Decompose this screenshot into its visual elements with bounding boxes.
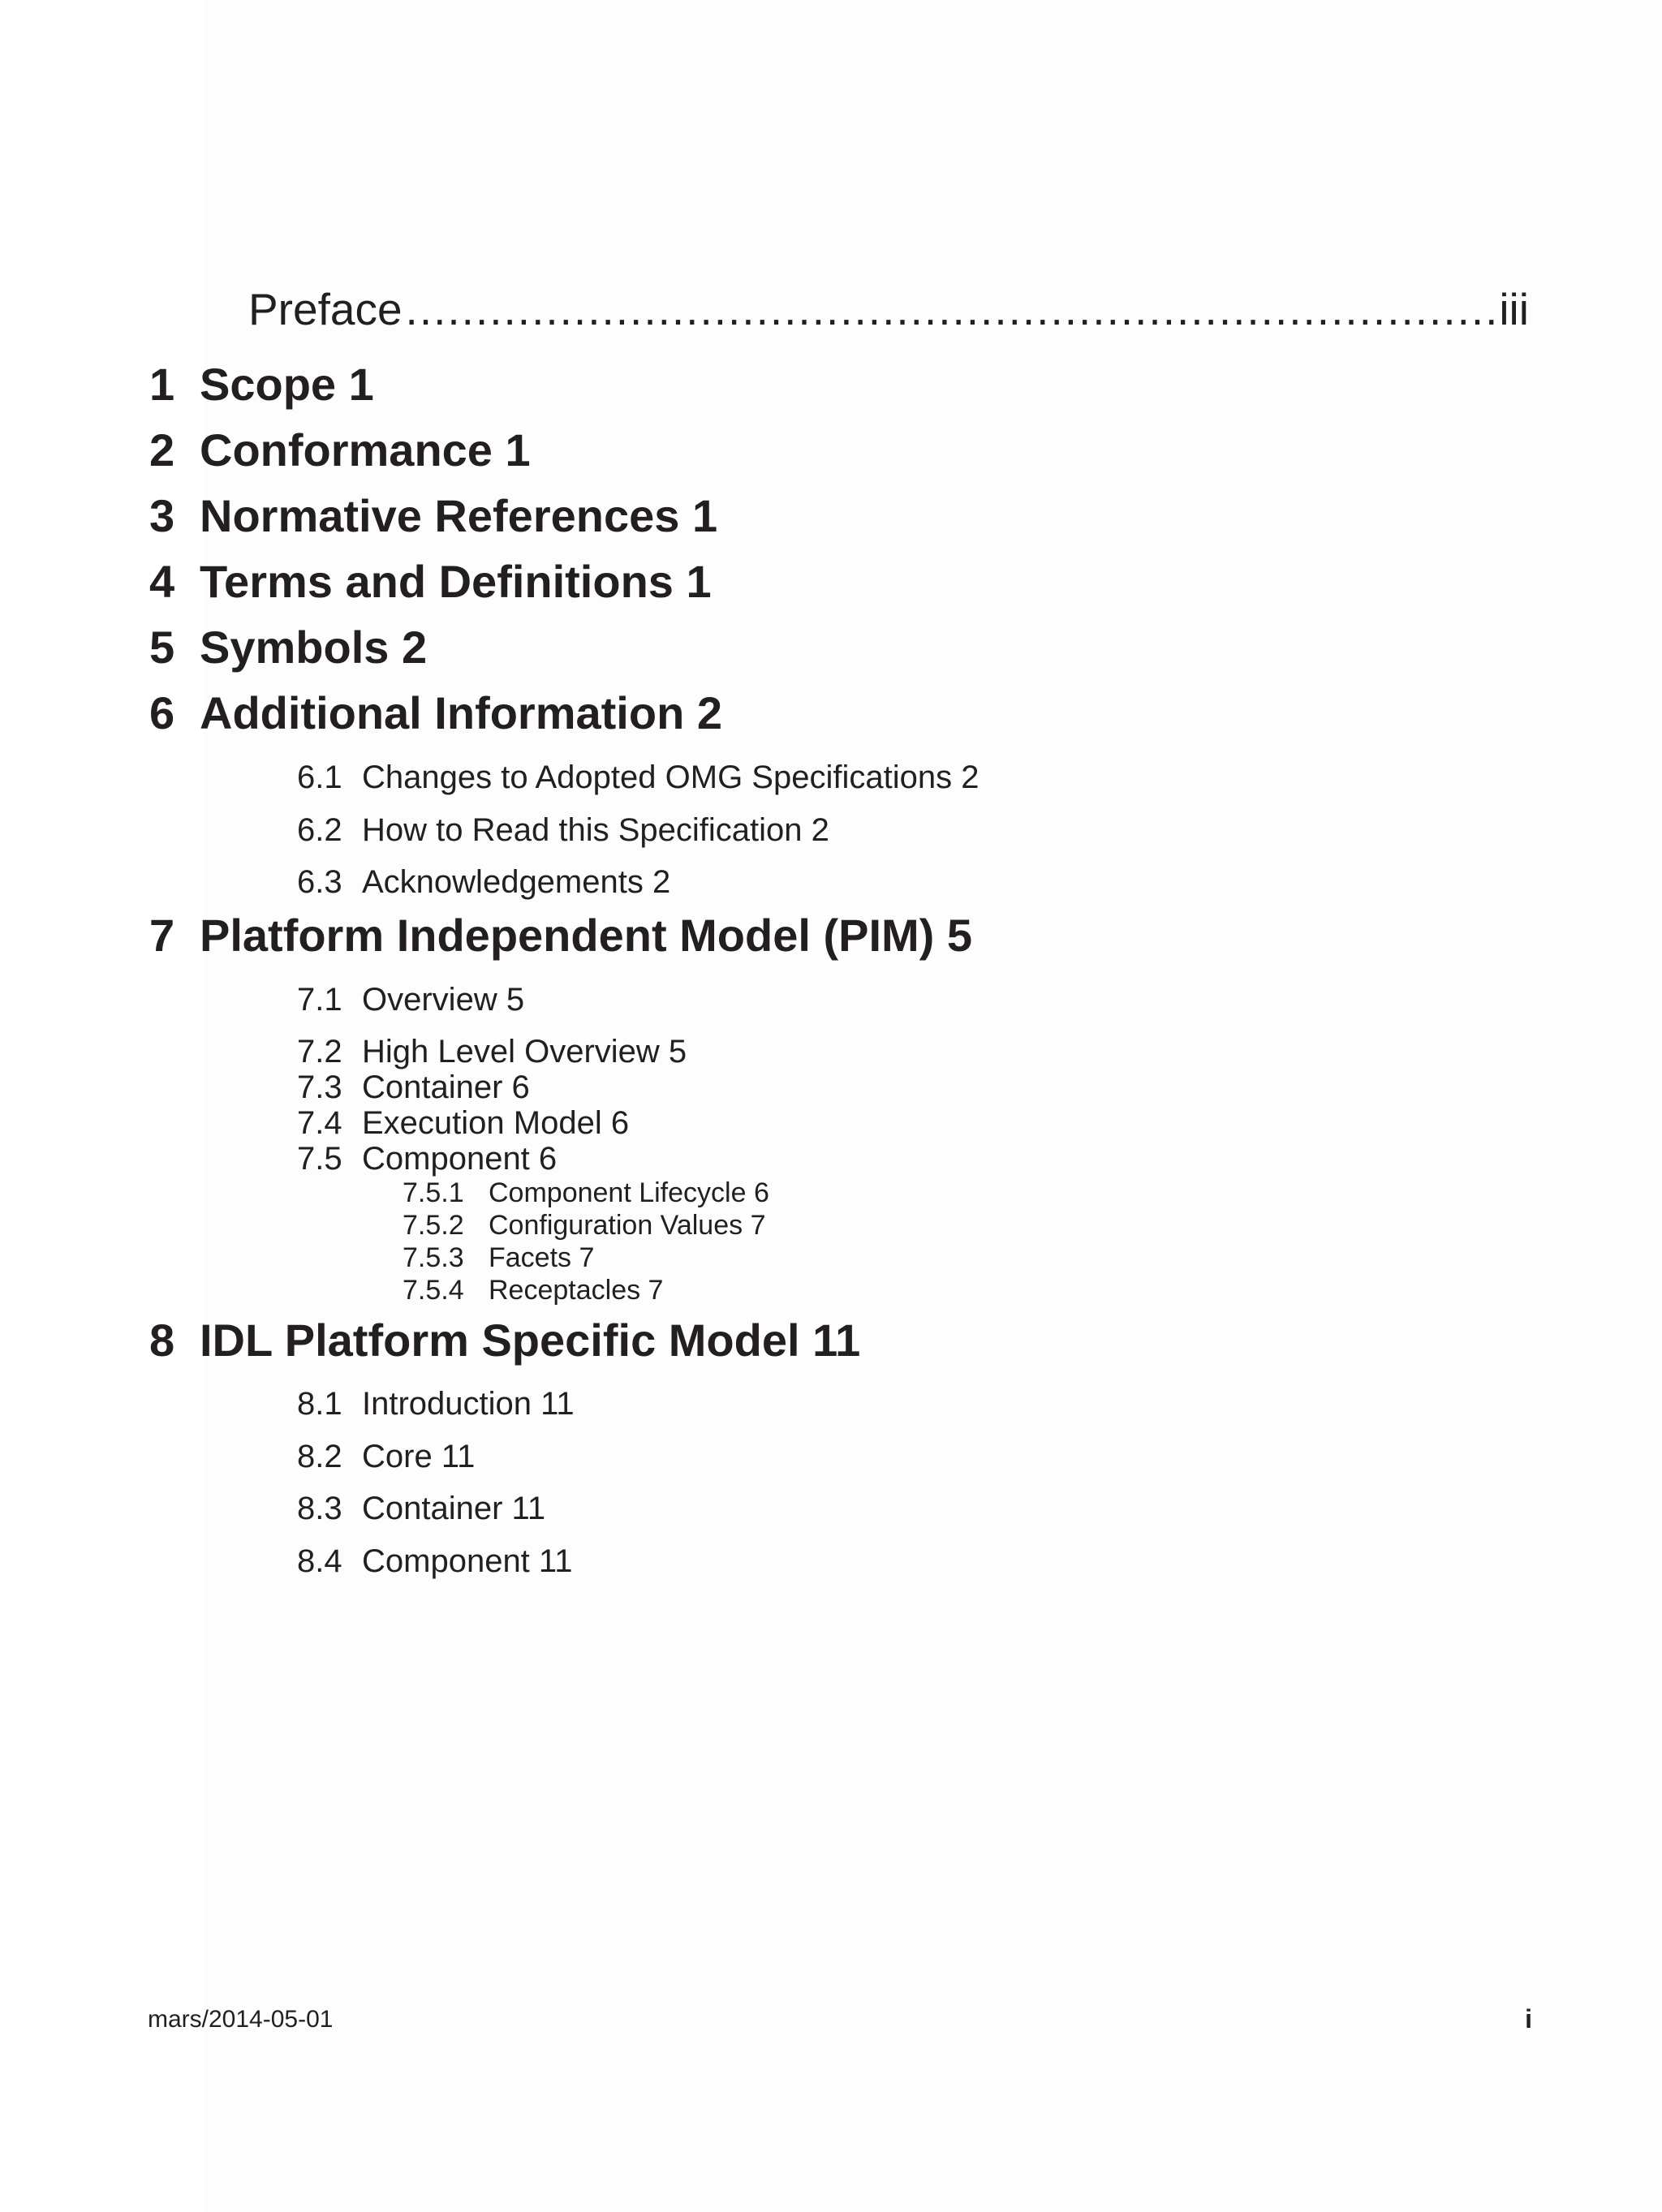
- toc-entry-chapter[interactable]: [149, 1315, 861, 1366]
- toc-entry-number: 7.1: [297, 982, 342, 1018]
- toc-preface-label: Preface: [248, 284, 403, 334]
- toc-entry-chapter[interactable]: [149, 556, 712, 607]
- toc-entry-title: Acknowledgements 2: [362, 864, 671, 900]
- toc-entry-number: 4: [149, 556, 175, 607]
- toc-entry-title: Overview 5: [362, 982, 525, 1018]
- toc-entry-section[interactable]: [297, 1107, 629, 1139]
- toc-entry-section[interactable]: [297, 1440, 475, 1473]
- toc-entry-title: Container 6: [362, 1069, 530, 1105]
- toc-entry-number: 7.5: [297, 1141, 342, 1177]
- toc-entry-title: Scope 1: [200, 359, 374, 410]
- toc-entry-chapter[interactable]: [149, 622, 428, 673]
- toc-entry-title: Core 11: [362, 1439, 476, 1474]
- toc-entry-subsection[interactable]: [403, 1276, 663, 1304]
- toc-entry-number: 7.2: [297, 1034, 342, 1069]
- toc-entry-section[interactable]: [297, 1388, 575, 1420]
- toc-entry-number: 3: [149, 490, 175, 541]
- footer-page-number: i: [1525, 2004, 1532, 2033]
- toc-entry-section[interactable]: [297, 1035, 687, 1068]
- toc-entry-title: Introduction 11: [362, 1386, 575, 1422]
- toc-entry-chapter[interactable]: [149, 424, 531, 476]
- toc-entry-title: Additional Information 2: [200, 687, 722, 738]
- toc-entry-section[interactable]: [297, 1545, 572, 1577]
- toc-entry-number: 6.2: [297, 812, 342, 848]
- toc-entry-title: Execution Model 6: [362, 1105, 630, 1141]
- toc-entry-number: 1: [149, 359, 175, 410]
- toc-entry-preface[interactable]: [248, 284, 1529, 334]
- toc-entry-number: 6.3: [297, 864, 342, 900]
- toc-entry-number: 7.5.3: [403, 1242, 464, 1273]
- toc-entry-number: 7.4: [297, 1105, 342, 1141]
- toc-entry-number: 6.1: [297, 760, 342, 795]
- toc-entry-section[interactable]: [297, 1143, 557, 1175]
- toc-entry-section[interactable]: [297, 1492, 545, 1525]
- toc-entry-number: 8: [149, 1315, 175, 1366]
- toc-entry-title: High Level Overview 5: [362, 1034, 687, 1069]
- toc-entry-number: 8.4: [297, 1543, 342, 1579]
- toc-entry-number: 2: [149, 424, 175, 476]
- toc-entry-title: Component Lifecycle 6: [489, 1177, 769, 1208]
- toc-entry-number: 8.2: [297, 1439, 342, 1474]
- toc-entry-subsection[interactable]: [403, 1244, 594, 1272]
- footer-doc-id: mars/2014-05-01: [148, 2006, 334, 2033]
- toc-entry-number: 8.1: [297, 1386, 342, 1422]
- toc-entry-title: IDL Platform Specific Model 11: [200, 1315, 861, 1366]
- toc-entry-title: Platform Independent Model (PIM) 5: [200, 910, 973, 961]
- toc-entry-title: Terms and Definitions 1: [200, 556, 712, 607]
- toc-entry-number: 5: [149, 622, 175, 673]
- toc-entry-title: Container 11: [362, 1491, 546, 1526]
- toc-entry-title: Configuration Values 7: [489, 1210, 766, 1241]
- toc-entry-number: 7.5.2: [403, 1210, 464, 1241]
- toc-entry-section[interactable]: [297, 761, 979, 794]
- toc-entry-section[interactable]: [297, 983, 524, 1016]
- toc-entry-title: How to Read this Specification 2: [362, 812, 829, 848]
- toc-entry-chapter[interactable]: [149, 910, 973, 961]
- toc-entry-number: 7.5.4: [403, 1275, 464, 1306]
- toc-entry-number: 6: [149, 687, 175, 738]
- toc-entry-subsection[interactable]: [403, 1211, 765, 1239]
- toc-entry-number: 7.3: [297, 1069, 342, 1105]
- toc-entry-chapter[interactable]: [149, 359, 374, 410]
- toc-entry-section[interactable]: [297, 1071, 530, 1104]
- toc-entry-title: Facets 7: [489, 1242, 595, 1273]
- toc-entry-title: Normative References 1: [200, 490, 718, 541]
- toc-preface-page: iii: [1499, 284, 1529, 334]
- toc-entry-title: Changes to Adopted OMG Specifications 2: [362, 760, 980, 795]
- toc-entry-section[interactable]: [297, 866, 670, 898]
- toc-entry-title: Symbols 2: [200, 622, 428, 673]
- toc-entry-title: Component 6: [362, 1141, 558, 1177]
- toc-entry-chapter[interactable]: [149, 687, 722, 738]
- toc-entry-number: 7: [149, 910, 175, 961]
- toc-entry-number: 7.5.1: [403, 1177, 464, 1208]
- dot-leader: [406, 287, 1496, 332]
- toc-entry-chapter[interactable]: [149, 490, 718, 541]
- toc-entry-title: Receptacles 7: [489, 1275, 664, 1306]
- toc-entry-number: 8.3: [297, 1491, 342, 1526]
- toc-entry-title: Component 11: [362, 1543, 573, 1579]
- toc-entry-subsection[interactable]: [403, 1179, 769, 1207]
- toc-entry-title: Conformance 1: [200, 424, 531, 476]
- toc-entry-section[interactable]: [297, 814, 829, 846]
